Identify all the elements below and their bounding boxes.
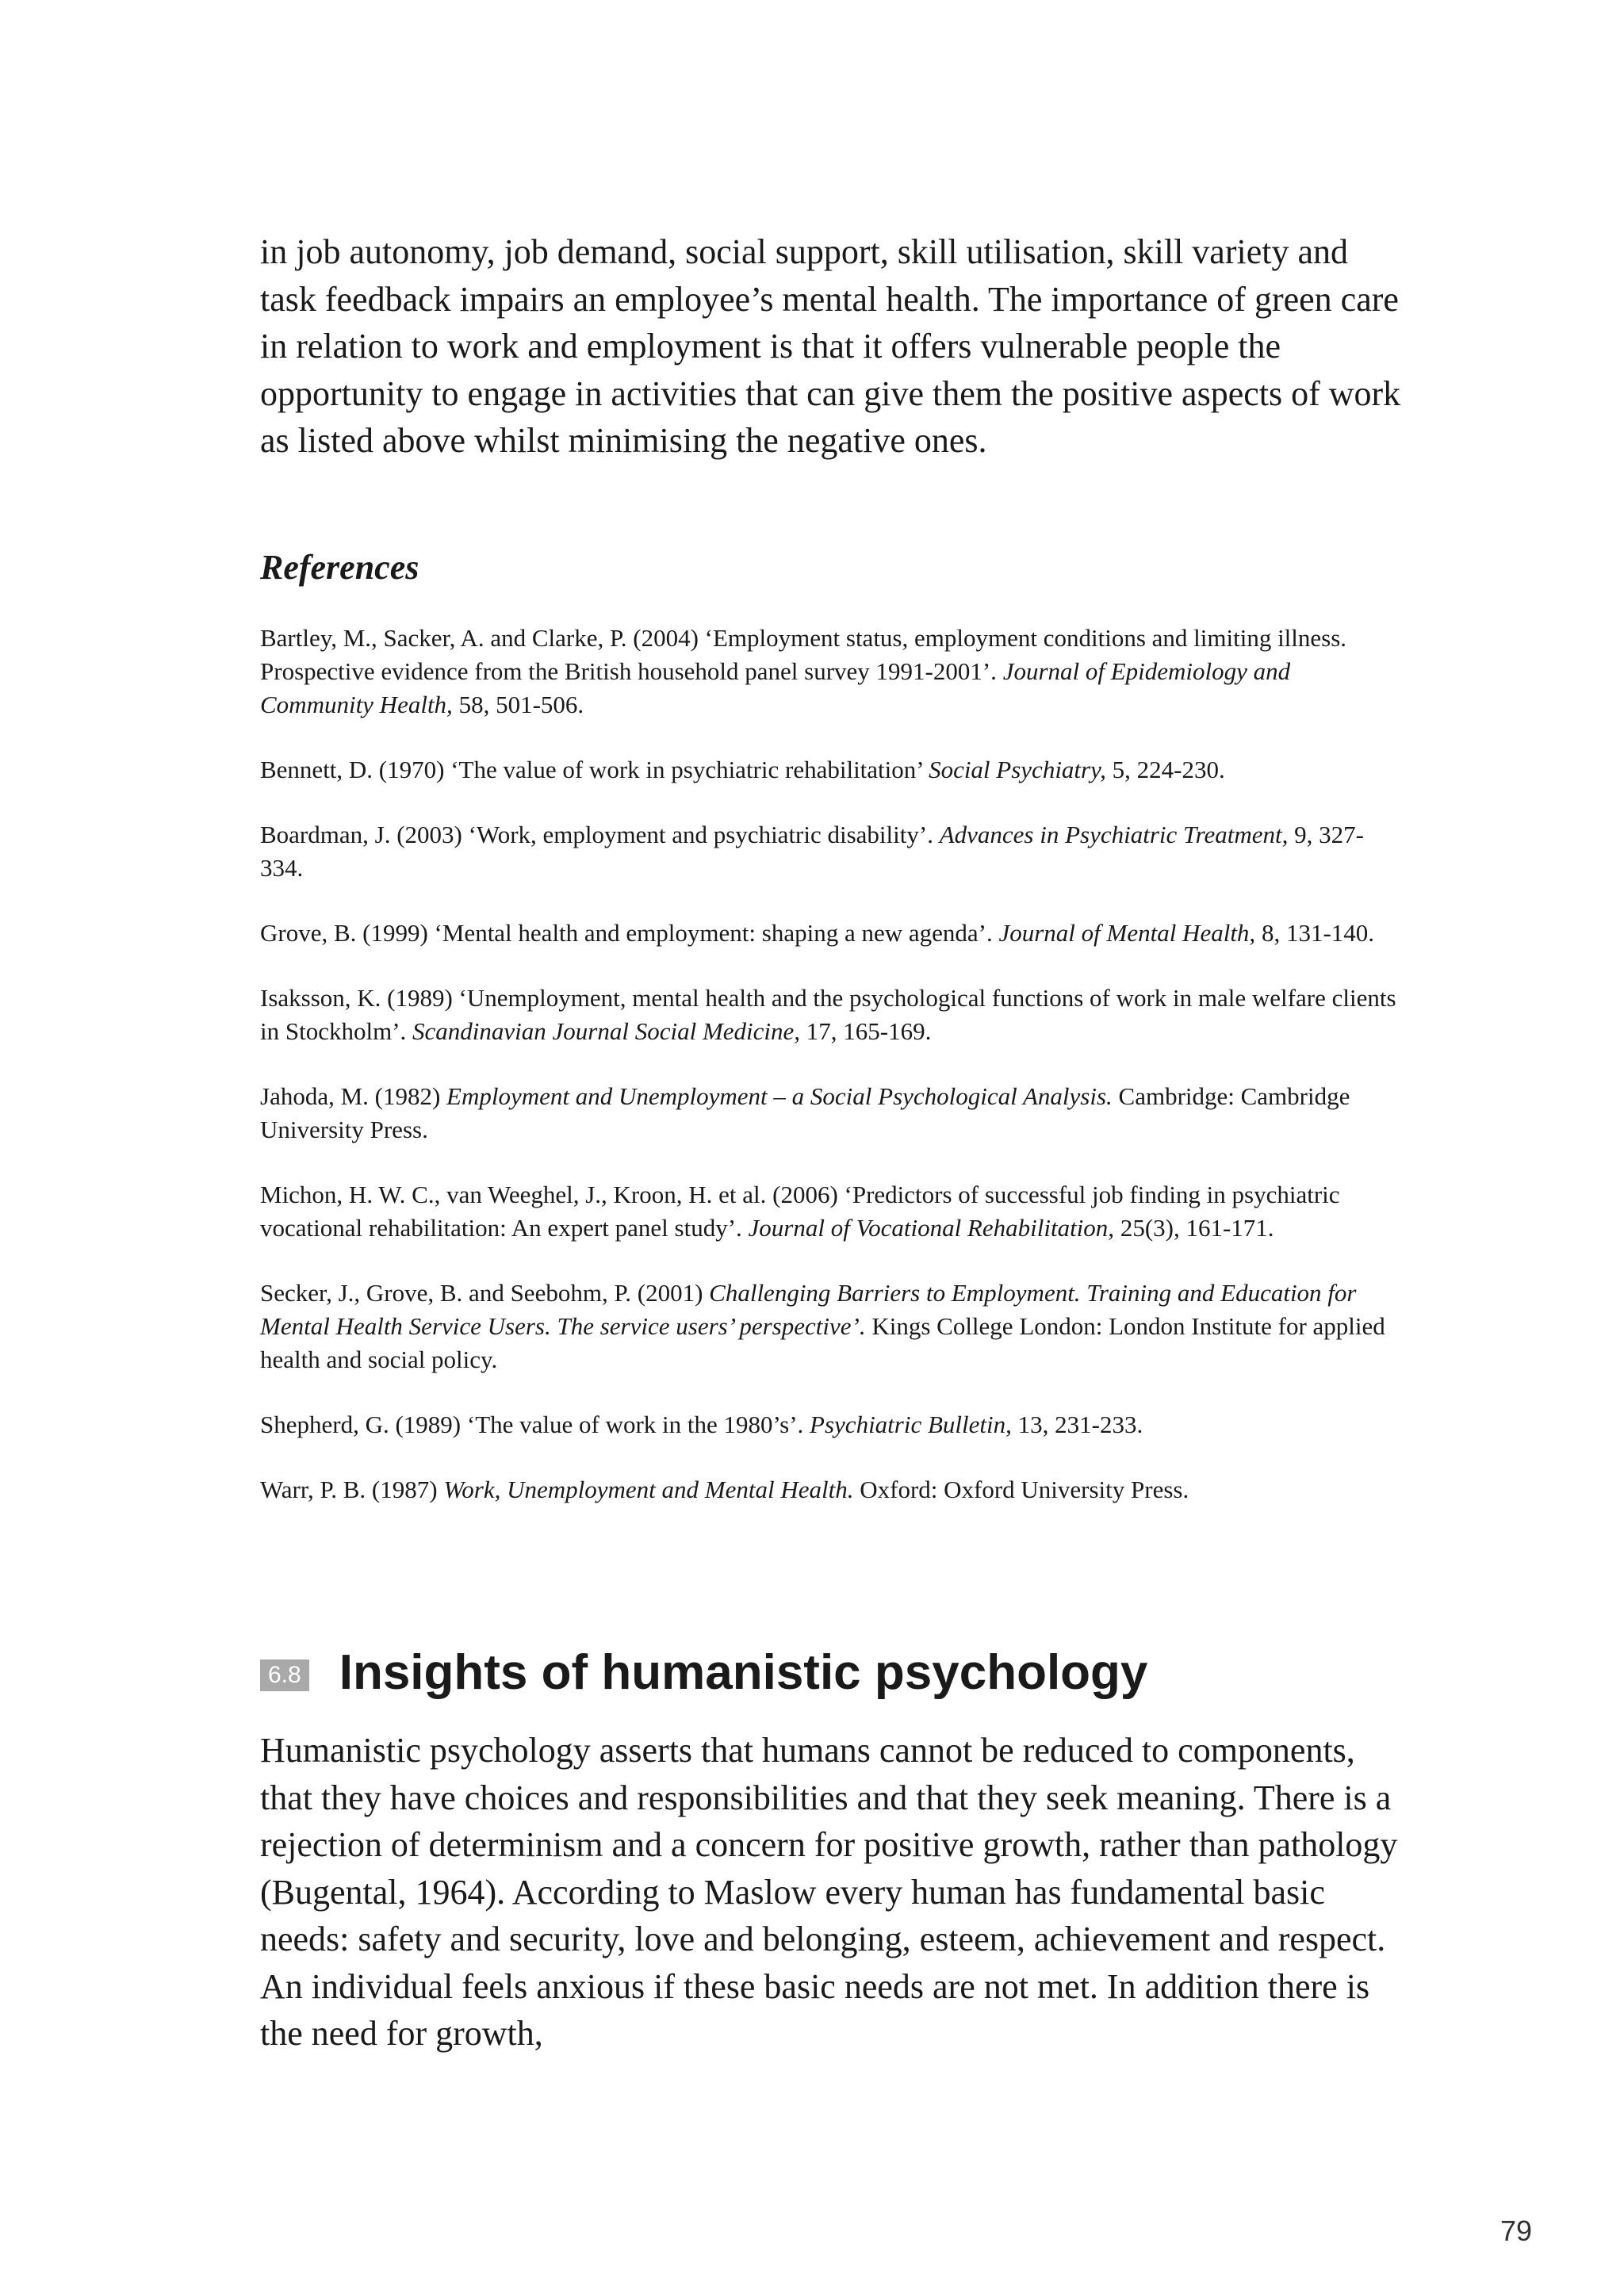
references-list [260,622,1402,1538]
reference-item: Isaksson, K. (1989) ‘Unemployment, mental health and the psychological functions of work in male welfare clients in Stockholm’. Scandinavian Journal Social Medicine, 17, 165-169. [260,984,1396,1045]
reference-item: Michon, H. W. C., van Weeghel, J., Kroon, H. et al. (2006) ‘Predictors of successful job finding in psychiatric vocational rehabilitation: An expert panel study’. Journal of Vocational Rehabilitation, 25(3), 161-171. [260,1181,1340,1242]
reference-item: Jahoda, M. (1982) Employment and Unemployment – a Social Psychological Analysis. Cambridge: Cambridge University Press. [260,1082,1350,1143]
reference-item: Bartley, M., Sacker, A. and Clarke, P. (2004) ‘Employment status, employment conditions and limiting illness. Prospective evidence from the British household panel survey 1991-2001’. Journal of Epidemiology and Community Health, 58, 501-506. [260,624,1347,718]
page-number: 79 [1500,2215,1533,2247]
reference-item: Boardman, J. (2003) ‘Work, employment and psychiatric disability’. Advances in Psychiatric Treatment, 9, 327-334. [260,821,1364,882]
section-paragraph: Humanistic psychology asserts that humans cannot be reduced to components, that they have choices and responsibilities and that they seek meaning. There is a rejection of determinism and a concern for positive growth, rather than pathology (Bugental, 1964). According to Maslow every human has fundamental basic needs: safety and security, love and belonging, esteem, achievement and respect. An individual feels anxious if these basic needs are not met. In addition there is the need for growth, [260,1731,1398,2053]
section-number-badge: 6.8 [260,1659,309,1691]
reference-item: Warr, P. B. (1987) Work, Unemployment and Mental Health. Oxford: Oxford University Press. [260,1476,1189,1503]
reference-item: Shepherd, G. (1989) ‘The value of work in the 1980’s’. Psychiatric Bulletin, 13, 231-233. [260,1411,1143,1438]
section-header [260,1641,1402,1705]
reference-item: Secker, J., Grove, B. and Seebohm, P. (2001) Challenging Barriers to Employment. Training and Education for Mental Health Service Users. The service users’ perspective’. Kings College London: London Institute for applied health and social policy. [260,1279,1385,1373]
reference-item: Grove, B. (1999) ‘Mental health and employment: shaping a new agenda’. Journal of Mental Health, 8, 131-140. [260,919,1375,947]
reference-item: Bennett, D. (1970) ‘The value of work in psychiatric rehabilitation’ Social Psychiatry, 5, 224-230. [260,756,1225,783]
section-title: Insights of humanistic psychology [339,1645,1148,1700]
references-heading: References [260,548,419,587]
intro-paragraph: in job autonomy, job demand, social support, skill utilisation, skill variety and task feedback impairs an employee’s mental health. The importance of green care in relation to work and employment is that it offers vulnerable people the opportunity to engage in activities that can give them the positive aspects of work as listed above whilst minimising the negative ones. [260,232,1401,460]
